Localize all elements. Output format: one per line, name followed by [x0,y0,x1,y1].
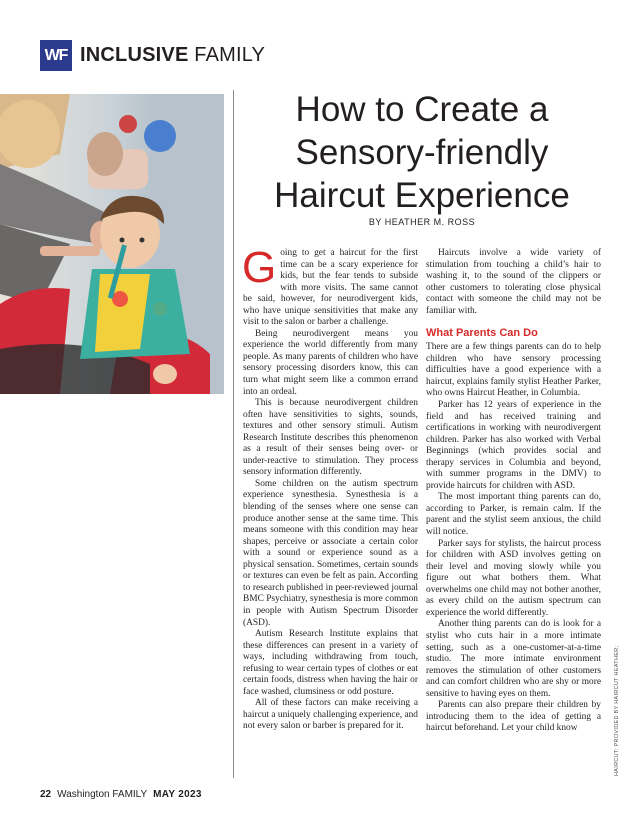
section-title [80,44,265,67]
paragraph [242,243,418,329]
publication-name: Washington FAMILY [57,789,148,800]
paragraph: This is because neurodivergent children often have sensitivities to sights, sounds, textures and other sensory stimuli. Autism Research Institute describes this phenomenon as a result of their senses being over- or under-reactive to stimulation. They process sensory information differently. [243,398,418,478]
page-footer [40,789,202,800]
paragraph: Parker says for stylists, the haircut process for children with ASD involves getting on their level and moving slowly while you figure out what bothers them. What overwhelms one child may not bother another, as every child on the autism spectrum can experience the world differently. [426,538,601,618]
issue-date: MAY 2023 [153,789,202,800]
paragraph: All of these factors can make receiving a haircut a uniquely challenging experience, and not every salon or barber is prepared for it. [243,698,418,732]
article-title [236,88,608,217]
paragraph: There are a few things parents can do to help children who have sensory processing difficulties have a good experience with a haircut, explains family stylist Heather Parker, who owns Haircut Heather, in Columbia. [426,342,601,399]
section-title-bold: INCLUSIVE [80,44,189,66]
section-title-light: FAMILY [194,44,266,66]
article-title-line: How to Create a [295,90,549,129]
column-divider [233,90,234,778]
paragraph: Another thing parents can do is look for a stylist who cuts hair in a more intimate setting, such as a one-customer-at-a-time studio. The more intimate environment removes the stimulation of other customers and can comfort children who are shy or more sensitive to having eyes on them. [426,619,601,699]
article-column-2 [426,248,601,735]
wf-logo: WF [40,40,72,71]
paragraph-text: oing to get a haircut for the first time can be a scary experience for kids, but the fear tends to subside with more visits. The same cannot be said, however, for neurodivergent kids, who have unique sensitivities that make any visit to the salon or barber a challenge. [243,248,418,328]
paragraph: Some children on the autism spectrum experience synesthesia. Synesthesia is a blending of the senses where one sense can produce another sense at the same time. This means someone with this condition may hear shapes, perceive or associate a certain color with a sound or experience sound as a physical sensation. Sometimes, certain sounds or textures can even be felt as pain. According to research published in peer-reviewed journal BMC Psychiatry, synesthesia is more common in people with Autism Spectrum Disorder (ASD). [243,478,418,628]
paragraph: Being neurodivergent means you experience the world differently from many people. As many parents of children who have sensory processing disorders know, this can turn what might seem like a common errand into an ordeal. [243,328,418,397]
section-header [40,40,265,71]
article-title-line: Sensory-friendly [295,133,549,172]
paragraph: Parker has 12 years of experience in the field and has received training and certifications in working with neurodivergent children. Parker has also worked with Verbal Beginnings (which provides social and therapy services in Columbia and beyond, with summer programs in the DMV) to provide haircuts for children with ASD. [426,400,601,491]
page-number: 22 [40,789,52,800]
paragraph: The most important thing parents can do, according to Parker, is remain calm. If the parent and the stylist seem anxious, the child will notice. [426,492,601,538]
article-title-line: Haircut Experience [274,176,570,215]
article-column-1 [242,243,418,733]
photo-credit: HAIRCUT: PROVIDED BY HAIRCUT HEATHER; [614,645,620,776]
paragraph: Autism Research Institute explains that these differences can present in a variety of ways, including withdrawing from touch, refusing to wear certain types of clothes or eat certain foods, distress when having the hair or face washed, clumsiness or odd posture. [243,629,418,697]
haircut-photo-illustration [0,94,224,394]
paragraph: Haircuts involve a wide variety of stimulation from touching a child’s hair to washing it, to the sound of the clippers or other customers to tolerating close physical contact with someone the child may not be familiar with. [426,248,601,316]
drop-cap: G [242,243,277,292]
byline: BY HEATHER M. ROSS [368,217,476,227]
haircut-photo [0,94,224,394]
subheading: What Parents Can Do [426,327,538,340]
paragraph: Parents can also prepare their children by introducing them to the idea of getting a haircut beforehand. Let your child know [426,700,601,734]
